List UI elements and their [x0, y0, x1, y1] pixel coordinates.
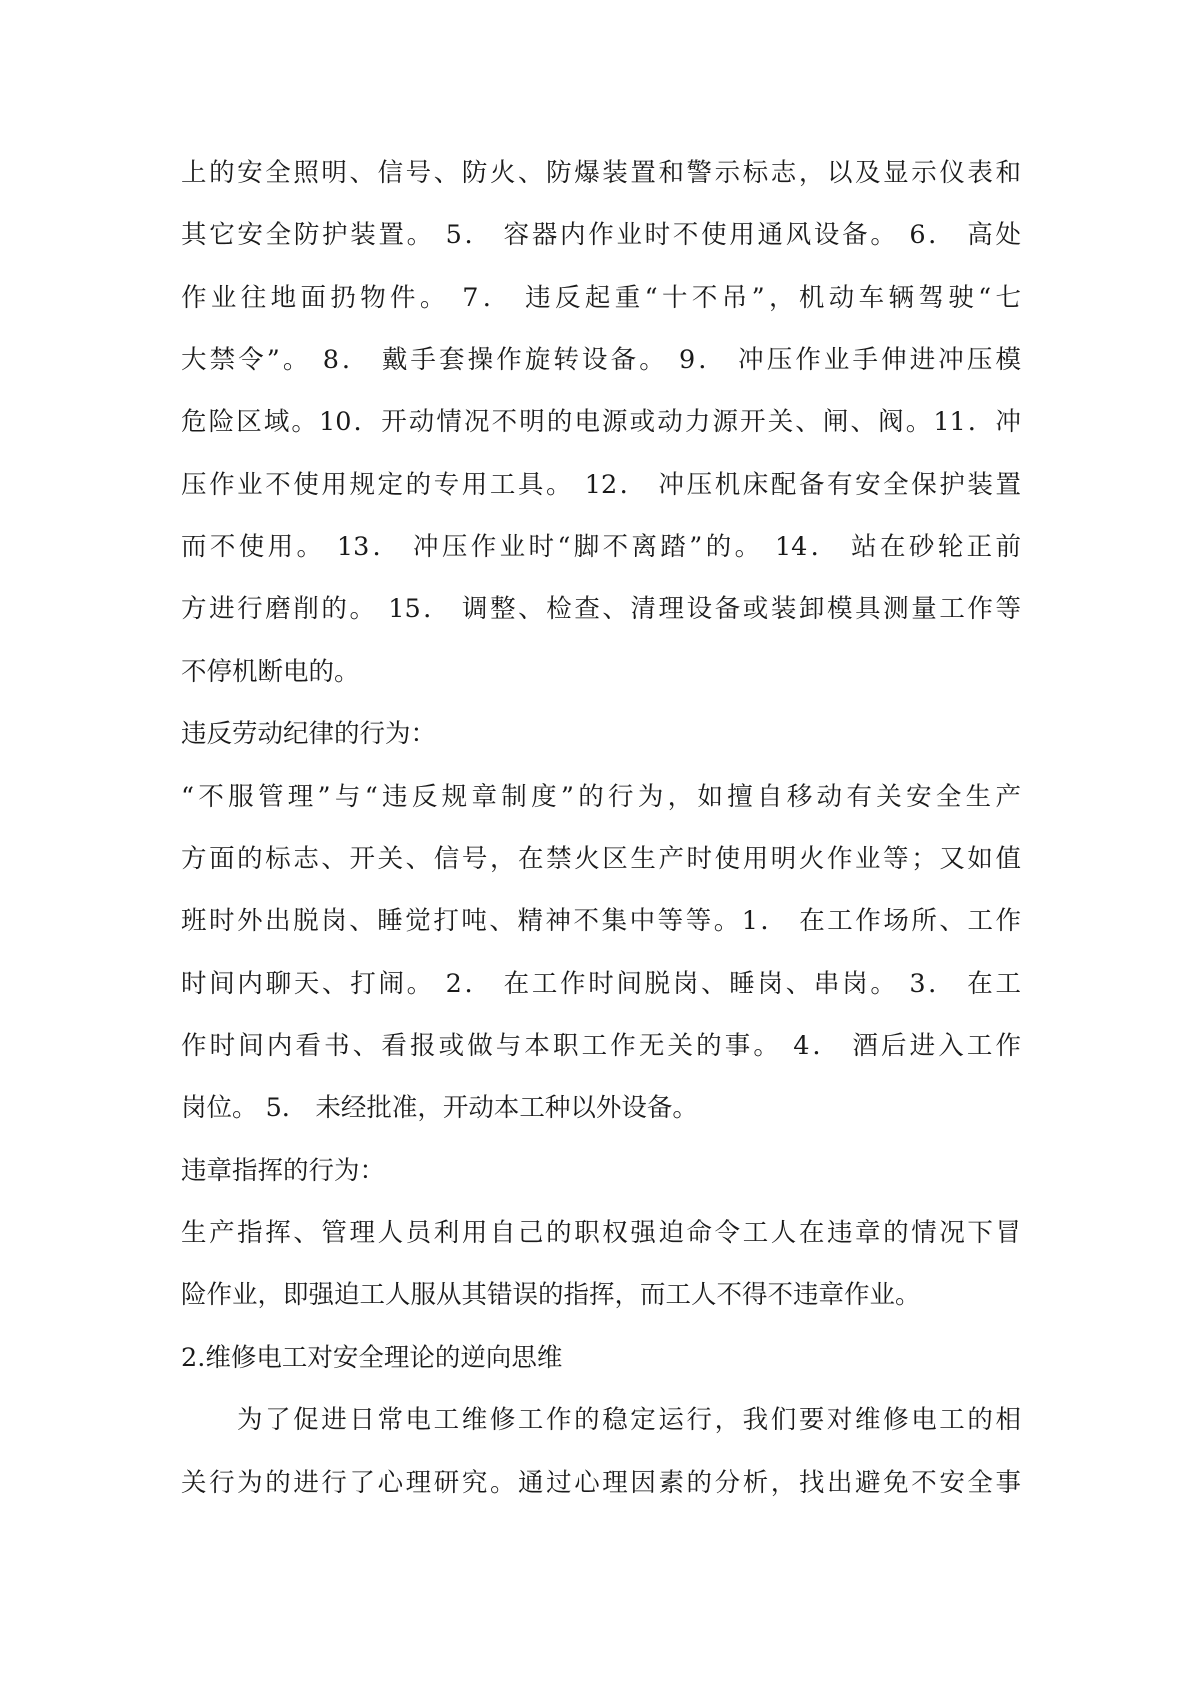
text-line: 作业往地面扔物件。 7． 违反起重“十不吊”，机动车辆驾驶“七 — [181, 283, 1021, 313]
section-heading: 2.维修电工对安全理论的逆向思维 — [181, 1343, 563, 1373]
text-line: “不服管理”与“违反规章制度”的行为，如擅自移动有关安全生产 — [181, 782, 1021, 812]
text-line: 上的安全照明、信号、防火、防爆装置和警示标志，以及显示仪表和 — [181, 158, 1021, 188]
text-line: 险作业，即强迫工人服从其错误的指挥，而工人不得不违章作业。 — [181, 1280, 921, 1310]
text-line: 而不使用。 13． 冲压作业时“脚不离踏”的。 14． 站在砂轮正前 — [181, 532, 1021, 562]
text-line: 班时外出脱岗、睡觉打吨、精神不集中等等。1． 在工作场所、工作 — [181, 906, 1021, 936]
text-line: 方面的标志、开关、信号，在禁火区生产时使用明火作业等；又如值 — [181, 844, 1021, 874]
text-line: 生产指挥、管理人员利用自己的职权强迫命令工人在违章的情况下冒 — [181, 1218, 1021, 1248]
text-line: 压作业不使用规定的专用工具。 12． 冲压机床配备有安全保护装置 — [181, 470, 1021, 500]
text-line: 岗位。 5． 未经批准，开动本工种以外设备。 — [181, 1093, 698, 1123]
text-line: 危险区域。10．开动情况不明的电源或动力源开关、闸、阀。11．冲 — [181, 407, 1021, 437]
text-line: 不停机断电的。 — [181, 657, 360, 687]
text-line: 时间内聊天、打闹。 2． 在工作时间脱岗、睡岗、串岗。 3． 在工 — [181, 969, 1021, 999]
text-line: 关行为的进行了心理研究。通过心理因素的分析，找出避免不安全事 — [181, 1468, 1021, 1498]
text-line: 大禁令”。 8． 戴手套操作旋转设备。 9． 冲压作业手伸进冲压模 — [181, 345, 1021, 375]
section-heading: 违反劳动纪律的行为： — [181, 719, 437, 749]
text-line: 其它安全防护装置。 5． 容器内作业时不使用通风设备。 6． 高处 — [181, 220, 1021, 250]
paragraph-first-line: 为了促进日常电工维修工作的稳定运行，我们要对维修电工的相 — [237, 1405, 1021, 1435]
text-line: 作时间内看书、看报或做与本职工作无关的事。 4． 酒后进入工作 — [181, 1031, 1021, 1061]
text-line: 方进行磨削的。 15． 调整、检查、清理设备或装卸模具测量工作等 — [181, 594, 1021, 624]
section-heading: 违章指挥的行为： — [181, 1156, 386, 1186]
